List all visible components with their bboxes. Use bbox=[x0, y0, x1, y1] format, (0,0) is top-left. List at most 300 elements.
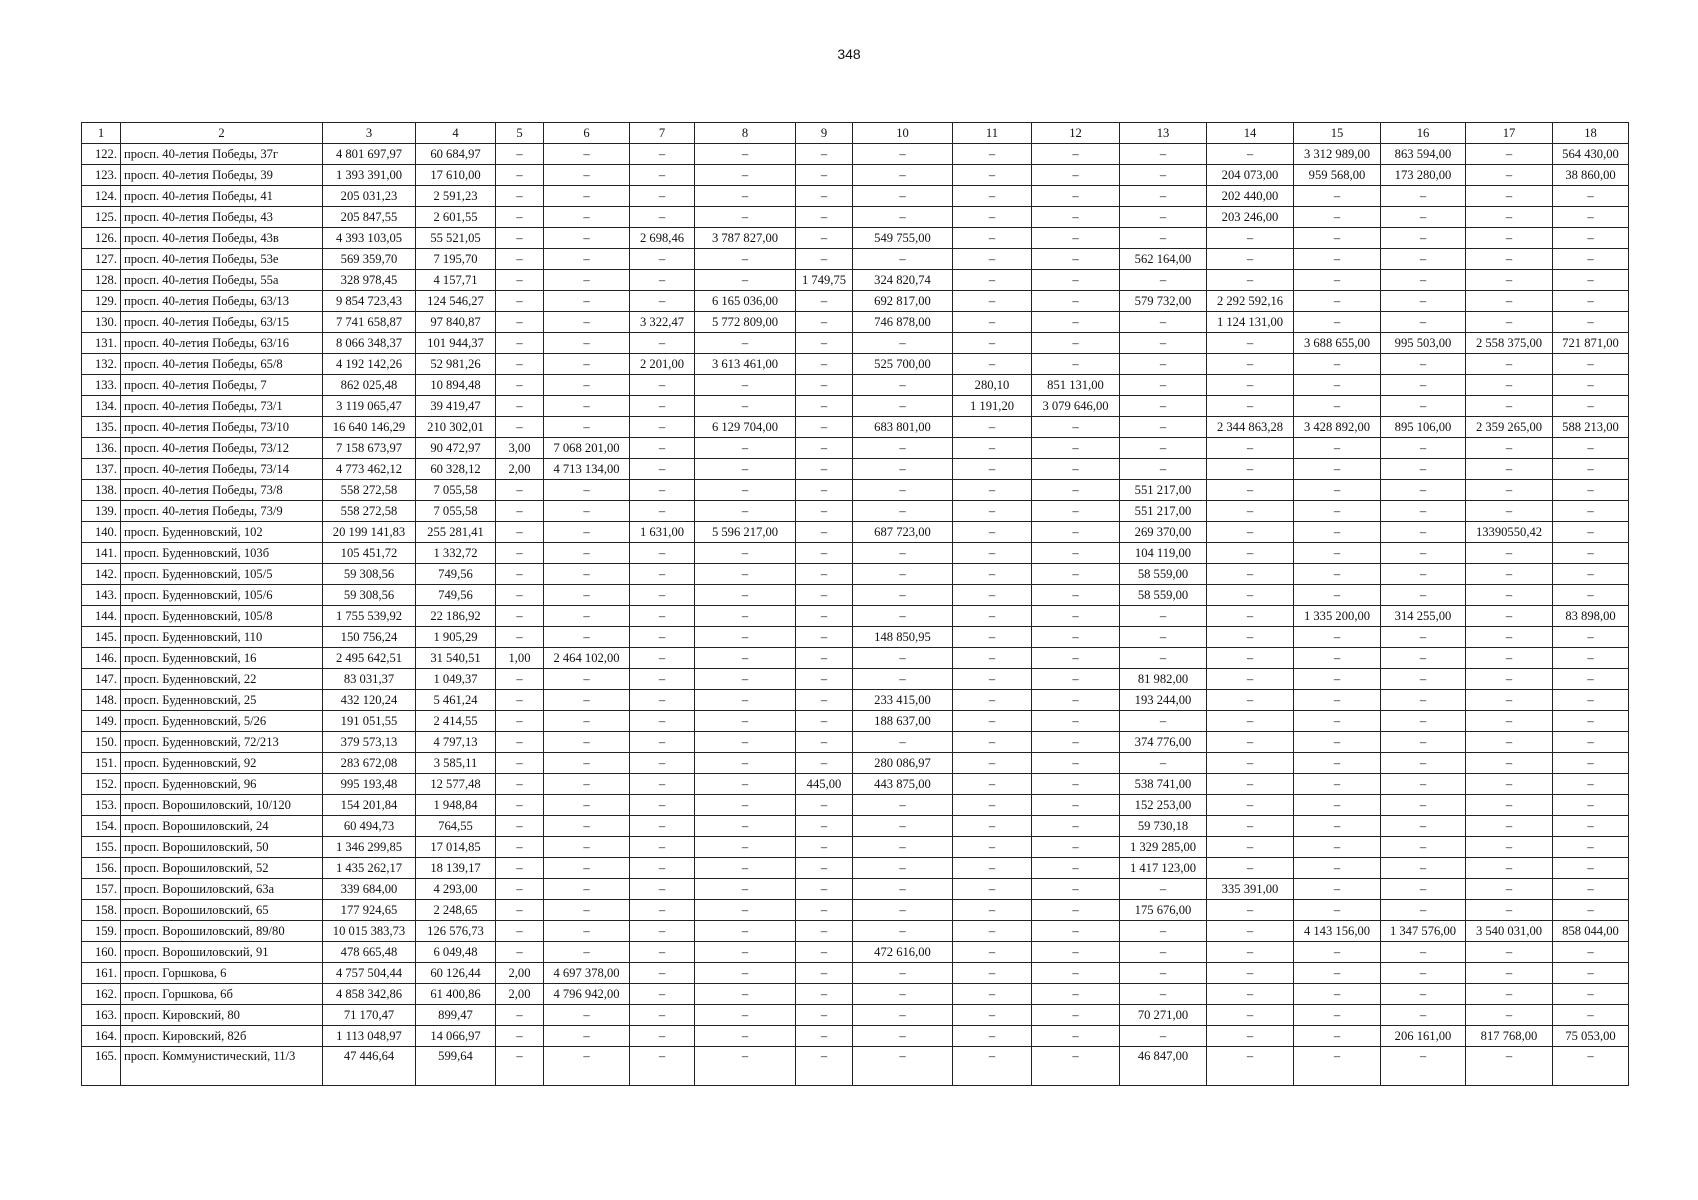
value-cell: – bbox=[496, 333, 544, 354]
value-cell: – bbox=[953, 690, 1032, 711]
row-number-cell: 160. bbox=[82, 942, 121, 963]
value-cell: 1 191,20 bbox=[953, 396, 1032, 417]
value-cell: – bbox=[1207, 1047, 1294, 1086]
table-row bbox=[82, 417, 1629, 438]
value-cell: – bbox=[853, 186, 953, 207]
value-cell: – bbox=[1294, 732, 1381, 753]
row-number-cell: 153. bbox=[82, 795, 121, 816]
value-cell: 4 773 462,12 bbox=[323, 459, 416, 480]
value-cell: – bbox=[1381, 900, 1466, 921]
column-header-2: 2 bbox=[121, 123, 323, 144]
value-cell: – bbox=[544, 1005, 630, 1026]
value-cell: – bbox=[1466, 585, 1553, 606]
value-cell: – bbox=[1381, 480, 1466, 501]
value-cell: – bbox=[1466, 207, 1553, 228]
value-cell: – bbox=[1553, 270, 1629, 291]
value-cell: – bbox=[630, 564, 695, 585]
value-cell: – bbox=[1207, 501, 1294, 522]
value-cell: – bbox=[1553, 879, 1629, 900]
value-cell: – bbox=[1381, 291, 1466, 312]
value-cell: 126 576,73 bbox=[416, 921, 496, 942]
value-cell: 4 801 697,97 bbox=[323, 144, 416, 165]
value-cell: – bbox=[1553, 207, 1629, 228]
value-cell: – bbox=[1553, 795, 1629, 816]
address-cell: просп. Буденновский, 22 bbox=[121, 669, 323, 690]
value-cell: 18 139,17 bbox=[416, 858, 496, 879]
value-cell: 3 312 989,00 bbox=[1294, 144, 1381, 165]
value-cell: – bbox=[796, 606, 853, 627]
column-header-14: 14 bbox=[1207, 123, 1294, 144]
value-cell: – bbox=[1553, 690, 1629, 711]
value-cell: – bbox=[953, 165, 1032, 186]
value-cell: – bbox=[695, 375, 796, 396]
value-cell: 16 640 146,29 bbox=[323, 417, 416, 438]
row-number-cell: 163. bbox=[82, 1005, 121, 1026]
value-cell: – bbox=[1120, 963, 1207, 984]
value-cell: – bbox=[796, 501, 853, 522]
table-row bbox=[82, 627, 1629, 648]
row-number-cell: 161. bbox=[82, 963, 121, 984]
value-cell: – bbox=[1553, 543, 1629, 564]
value-cell: 81 982,00 bbox=[1120, 669, 1207, 690]
value-cell: – bbox=[1032, 501, 1120, 522]
value-cell: – bbox=[953, 900, 1032, 921]
value-cell: – bbox=[1466, 900, 1553, 921]
value-cell: – bbox=[853, 396, 953, 417]
value-cell: 204 073,00 bbox=[1207, 165, 1294, 186]
value-cell: 895 106,00 bbox=[1381, 417, 1466, 438]
value-cell: – bbox=[796, 249, 853, 270]
value-cell: – bbox=[1120, 396, 1207, 417]
value-cell: – bbox=[1553, 984, 1629, 1005]
value-cell: – bbox=[1466, 186, 1553, 207]
address-cell: просп. Ворошиловский, 63а bbox=[121, 879, 323, 900]
value-cell: – bbox=[695, 690, 796, 711]
value-cell: – bbox=[544, 543, 630, 564]
value-cell: – bbox=[630, 711, 695, 732]
value-cell: – bbox=[1381, 396, 1466, 417]
address-cell: просп. Горшкова, 6б bbox=[121, 984, 323, 1005]
value-cell: 75 053,00 bbox=[1553, 1026, 1629, 1047]
value-cell: – bbox=[630, 795, 695, 816]
table-row bbox=[82, 144, 1629, 165]
value-cell: 6 049,48 bbox=[416, 942, 496, 963]
value-cell: 60 328,12 bbox=[416, 459, 496, 480]
value-cell: – bbox=[1294, 648, 1381, 669]
value-cell: – bbox=[1207, 606, 1294, 627]
value-cell: 863 594,00 bbox=[1381, 144, 1466, 165]
value-cell: 324 820,74 bbox=[853, 270, 953, 291]
value-cell: – bbox=[630, 333, 695, 354]
value-cell: – bbox=[853, 879, 953, 900]
row-number-cell: 148. bbox=[82, 690, 121, 711]
value-cell: – bbox=[695, 1005, 796, 1026]
value-cell: – bbox=[1032, 585, 1120, 606]
value-cell: – bbox=[1032, 1005, 1120, 1026]
value-cell: 60 684,97 bbox=[416, 144, 496, 165]
value-cell: – bbox=[853, 333, 953, 354]
value-cell: – bbox=[1294, 480, 1381, 501]
address-cell: просп. 40-летия Победы, 7 bbox=[121, 375, 323, 396]
column-header-5: 5 bbox=[496, 123, 544, 144]
table-row bbox=[82, 879, 1629, 900]
value-cell: – bbox=[796, 732, 853, 753]
value-cell: – bbox=[630, 501, 695, 522]
value-cell: – bbox=[695, 711, 796, 732]
value-cell: – bbox=[1553, 648, 1629, 669]
value-cell: – bbox=[1032, 837, 1120, 858]
value-cell: – bbox=[853, 816, 953, 837]
address-cell: просп. Буденновский, 25 bbox=[121, 690, 323, 711]
value-cell: – bbox=[853, 207, 953, 228]
value-cell: – bbox=[630, 921, 695, 942]
row-number-cell: 122. bbox=[82, 144, 121, 165]
value-cell: – bbox=[1294, 249, 1381, 270]
value-cell: 58 559,00 bbox=[1120, 564, 1207, 585]
value-cell: – bbox=[1294, 837, 1381, 858]
value-cell: 3 428 892,00 bbox=[1294, 417, 1381, 438]
value-cell: 858 044,00 bbox=[1553, 921, 1629, 942]
value-cell: – bbox=[630, 543, 695, 564]
value-cell: 549 755,00 bbox=[853, 228, 953, 249]
row-number-cell: 124. bbox=[82, 186, 121, 207]
address-cell: просп. 40-летия Победы, 63/16 bbox=[121, 333, 323, 354]
value-cell: 255 281,41 bbox=[416, 522, 496, 543]
value-cell: 1 335 200,00 bbox=[1294, 606, 1381, 627]
value-cell: – bbox=[853, 144, 953, 165]
value-cell: – bbox=[496, 270, 544, 291]
value-cell: – bbox=[1381, 627, 1466, 648]
value-cell: – bbox=[630, 291, 695, 312]
value-cell: – bbox=[796, 543, 853, 564]
value-cell: 1 113 048,97 bbox=[323, 1026, 416, 1047]
value-cell: 5 596 217,00 bbox=[695, 522, 796, 543]
value-cell: – bbox=[1207, 144, 1294, 165]
row-number-cell: 136. bbox=[82, 438, 121, 459]
value-cell: – bbox=[544, 564, 630, 585]
value-cell: – bbox=[953, 627, 1032, 648]
row-number-cell: 123. bbox=[82, 165, 121, 186]
column-header-16: 16 bbox=[1381, 123, 1466, 144]
value-cell: 3 688 655,00 bbox=[1294, 333, 1381, 354]
value-cell: – bbox=[796, 942, 853, 963]
value-cell: – bbox=[1466, 1005, 1553, 1026]
value-cell: – bbox=[796, 648, 853, 669]
value-cell: – bbox=[1553, 1047, 1629, 1086]
value-cell: 1,00 bbox=[496, 648, 544, 669]
value-cell: – bbox=[544, 165, 630, 186]
value-cell: – bbox=[953, 270, 1032, 291]
value-cell: 59 308,56 bbox=[323, 585, 416, 606]
value-cell: – bbox=[1466, 312, 1553, 333]
value-cell: – bbox=[853, 984, 953, 1005]
value-cell: – bbox=[953, 753, 1032, 774]
value-cell: 1 124 131,00 bbox=[1207, 312, 1294, 333]
value-cell: – bbox=[953, 837, 1032, 858]
value-cell: – bbox=[796, 207, 853, 228]
value-cell: – bbox=[796, 291, 853, 312]
page-number: 348 bbox=[837, 46, 861, 62]
value-cell: 3 613 461,00 bbox=[695, 354, 796, 375]
value-cell: – bbox=[1381, 501, 1466, 522]
value-cell: – bbox=[496, 753, 544, 774]
value-cell: – bbox=[796, 711, 853, 732]
value-cell: 899,47 bbox=[416, 1005, 496, 1026]
value-cell: 7 158 673,97 bbox=[323, 438, 416, 459]
value-cell: – bbox=[1553, 249, 1629, 270]
value-cell: 31 540,51 bbox=[416, 648, 496, 669]
value-cell: – bbox=[953, 249, 1032, 270]
value-cell: 851 131,00 bbox=[1032, 375, 1120, 396]
address-cell: просп. Ворошиловский, 52 bbox=[121, 858, 323, 879]
value-cell: 83 031,37 bbox=[323, 669, 416, 690]
address-cell: просп. Буденновский, 105/8 bbox=[121, 606, 323, 627]
value-cell: 154 201,84 bbox=[323, 795, 416, 816]
row-number-cell: 157. bbox=[82, 879, 121, 900]
value-cell: – bbox=[1207, 438, 1294, 459]
value-cell: – bbox=[1120, 711, 1207, 732]
value-cell: – bbox=[953, 417, 1032, 438]
value-cell: 39 419,47 bbox=[416, 396, 496, 417]
address-cell: просп. Ворошиловский, 24 bbox=[121, 816, 323, 837]
value-cell: 4 858 342,86 bbox=[323, 984, 416, 1005]
value-cell: – bbox=[1553, 375, 1629, 396]
value-cell: – bbox=[496, 669, 544, 690]
address-cell: просп. 40-летия Победы, 55а bbox=[121, 270, 323, 291]
value-cell: – bbox=[1466, 669, 1553, 690]
value-cell: – bbox=[953, 291, 1032, 312]
value-cell: – bbox=[1120, 270, 1207, 291]
value-cell: – bbox=[796, 333, 853, 354]
value-cell: – bbox=[630, 585, 695, 606]
value-cell: 721 871,00 bbox=[1553, 333, 1629, 354]
value-cell: – bbox=[496, 711, 544, 732]
value-cell: – bbox=[953, 648, 1032, 669]
value-cell: – bbox=[630, 144, 695, 165]
value-cell: – bbox=[953, 543, 1032, 564]
value-cell: 1 948,84 bbox=[416, 795, 496, 816]
value-cell: – bbox=[544, 480, 630, 501]
value-cell: – bbox=[1381, 312, 1466, 333]
value-cell: – bbox=[953, 480, 1032, 501]
table-row bbox=[82, 837, 1629, 858]
value-cell: – bbox=[544, 879, 630, 900]
value-cell: – bbox=[695, 858, 796, 879]
row-number-cell: 159. bbox=[82, 921, 121, 942]
value-cell: – bbox=[1466, 438, 1553, 459]
value-cell: – bbox=[1032, 942, 1120, 963]
value-cell: 749,56 bbox=[416, 585, 496, 606]
value-cell: – bbox=[1381, 228, 1466, 249]
row-number-cell: 147. bbox=[82, 669, 121, 690]
value-cell: – bbox=[1032, 879, 1120, 900]
value-cell: – bbox=[796, 879, 853, 900]
value-cell: – bbox=[1032, 690, 1120, 711]
row-number-cell: 162. bbox=[82, 984, 121, 1005]
value-cell: – bbox=[953, 606, 1032, 627]
value-cell: – bbox=[953, 438, 1032, 459]
value-cell: – bbox=[496, 354, 544, 375]
value-cell: – bbox=[1466, 879, 1553, 900]
value-cell: – bbox=[796, 837, 853, 858]
value-cell: – bbox=[496, 942, 544, 963]
value-cell: – bbox=[544, 816, 630, 837]
value-cell: – bbox=[695, 900, 796, 921]
value-cell: – bbox=[1381, 1047, 1466, 1086]
value-cell: – bbox=[953, 921, 1032, 942]
value-cell: – bbox=[1294, 207, 1381, 228]
value-cell: – bbox=[796, 564, 853, 585]
value-cell: – bbox=[1032, 165, 1120, 186]
value-cell: – bbox=[796, 963, 853, 984]
value-cell: – bbox=[796, 438, 853, 459]
value-cell: – bbox=[695, 186, 796, 207]
value-cell: – bbox=[1294, 900, 1381, 921]
table-row bbox=[82, 921, 1629, 942]
value-cell: – bbox=[1120, 984, 1207, 1005]
value-cell: 1 755 539,92 bbox=[323, 606, 416, 627]
value-cell: – bbox=[1207, 942, 1294, 963]
value-cell: – bbox=[1032, 249, 1120, 270]
value-cell: – bbox=[544, 795, 630, 816]
column-header-13: 13 bbox=[1120, 123, 1207, 144]
value-cell: – bbox=[544, 711, 630, 732]
value-cell: – bbox=[953, 459, 1032, 480]
value-cell: 2 359 265,00 bbox=[1466, 417, 1553, 438]
value-cell: – bbox=[853, 648, 953, 669]
value-cell: – bbox=[544, 606, 630, 627]
value-cell: – bbox=[1207, 480, 1294, 501]
value-cell: 38 860,00 bbox=[1553, 165, 1629, 186]
row-number-cell: 129. bbox=[82, 291, 121, 312]
value-cell: – bbox=[544, 312, 630, 333]
value-cell: – bbox=[1553, 963, 1629, 984]
value-cell: – bbox=[796, 375, 853, 396]
table-row bbox=[82, 165, 1629, 186]
table-row bbox=[82, 459, 1629, 480]
table-row bbox=[82, 270, 1629, 291]
value-cell: – bbox=[1032, 354, 1120, 375]
value-cell: – bbox=[796, 1047, 853, 1086]
row-number-cell: 145. bbox=[82, 627, 121, 648]
value-cell: – bbox=[1294, 711, 1381, 732]
value-cell: 61 400,86 bbox=[416, 984, 496, 1005]
value-cell: 4 192 142,26 bbox=[323, 354, 416, 375]
value-cell: – bbox=[1032, 795, 1120, 816]
value-cell: – bbox=[853, 669, 953, 690]
value-cell: – bbox=[1553, 711, 1629, 732]
value-cell: – bbox=[1381, 669, 1466, 690]
value-cell: – bbox=[1381, 690, 1466, 711]
value-cell: – bbox=[496, 732, 544, 753]
value-cell: – bbox=[1381, 1005, 1466, 1026]
row-number-cell: 151. bbox=[82, 753, 121, 774]
value-cell: – bbox=[1466, 711, 1553, 732]
value-cell: 8 066 348,37 bbox=[323, 333, 416, 354]
value-cell: – bbox=[630, 753, 695, 774]
table-row bbox=[82, 690, 1629, 711]
value-cell: 12 577,48 bbox=[416, 774, 496, 795]
value-cell: – bbox=[1120, 942, 1207, 963]
value-cell: – bbox=[1032, 144, 1120, 165]
value-cell: 558 272,58 bbox=[323, 480, 416, 501]
value-cell: – bbox=[695, 1026, 796, 1047]
value-cell: 4 796 942,00 bbox=[544, 984, 630, 1005]
value-cell: – bbox=[1466, 816, 1553, 837]
value-cell: 193 244,00 bbox=[1120, 690, 1207, 711]
value-cell: – bbox=[1294, 438, 1381, 459]
value-cell: – bbox=[630, 1047, 695, 1086]
value-cell: 52 981,26 bbox=[416, 354, 496, 375]
value-cell: 746 878,00 bbox=[853, 312, 953, 333]
value-cell: – bbox=[695, 396, 796, 417]
address-cell: просп. 40-летия Победы, 43 bbox=[121, 207, 323, 228]
row-number-cell: 128. bbox=[82, 270, 121, 291]
address-cell: просп. 40-летия Победы, 73/8 bbox=[121, 480, 323, 501]
value-cell: 445,00 bbox=[796, 774, 853, 795]
value-cell: 83 898,00 bbox=[1553, 606, 1629, 627]
value-cell: 175 676,00 bbox=[1120, 900, 1207, 921]
value-cell: – bbox=[695, 249, 796, 270]
value-cell: – bbox=[1120, 144, 1207, 165]
value-cell: – bbox=[1466, 837, 1553, 858]
value-cell: 104 119,00 bbox=[1120, 543, 1207, 564]
value-cell: – bbox=[1381, 732, 1466, 753]
value-cell: – bbox=[1207, 1026, 1294, 1047]
value-cell: – bbox=[496, 417, 544, 438]
table-row bbox=[82, 501, 1629, 522]
value-cell: – bbox=[796, 585, 853, 606]
column-header-17: 17 bbox=[1466, 123, 1553, 144]
column-header-15: 15 bbox=[1294, 123, 1381, 144]
value-cell: 1 346 299,85 bbox=[323, 837, 416, 858]
row-number-cell: 144. bbox=[82, 606, 121, 627]
value-cell: – bbox=[496, 795, 544, 816]
value-cell: – bbox=[1553, 669, 1629, 690]
value-cell: – bbox=[1381, 186, 1466, 207]
value-cell: 817 768,00 bbox=[1466, 1026, 1553, 1047]
value-cell: – bbox=[1207, 837, 1294, 858]
column-header-1: 1 bbox=[82, 123, 121, 144]
value-cell: – bbox=[1207, 753, 1294, 774]
value-cell: – bbox=[1466, 375, 1553, 396]
value-cell: 1 049,37 bbox=[416, 669, 496, 690]
value-cell: 4 757 504,44 bbox=[323, 963, 416, 984]
row-number-cell: 125. bbox=[82, 207, 121, 228]
column-header-9: 9 bbox=[796, 123, 853, 144]
value-cell: – bbox=[1294, 291, 1381, 312]
value-cell: – bbox=[496, 543, 544, 564]
value-cell: – bbox=[1466, 648, 1553, 669]
value-cell: – bbox=[496, 690, 544, 711]
value-cell: – bbox=[496, 522, 544, 543]
value-cell: – bbox=[630, 732, 695, 753]
address-cell: просп. Ворошиловский, 65 bbox=[121, 900, 323, 921]
value-cell: – bbox=[496, 396, 544, 417]
value-cell: – bbox=[630, 459, 695, 480]
value-cell: – bbox=[796, 921, 853, 942]
value-cell: – bbox=[1466, 795, 1553, 816]
value-cell: – bbox=[695, 648, 796, 669]
value-cell: – bbox=[1553, 837, 1629, 858]
value-cell: 5 461,24 bbox=[416, 690, 496, 711]
value-cell: 7 068 201,00 bbox=[544, 438, 630, 459]
value-cell: – bbox=[496, 165, 544, 186]
value-cell: – bbox=[1032, 1026, 1120, 1047]
value-cell: – bbox=[796, 627, 853, 648]
value-cell: 3 119 065,47 bbox=[323, 396, 416, 417]
value-cell: 995 193,48 bbox=[323, 774, 416, 795]
